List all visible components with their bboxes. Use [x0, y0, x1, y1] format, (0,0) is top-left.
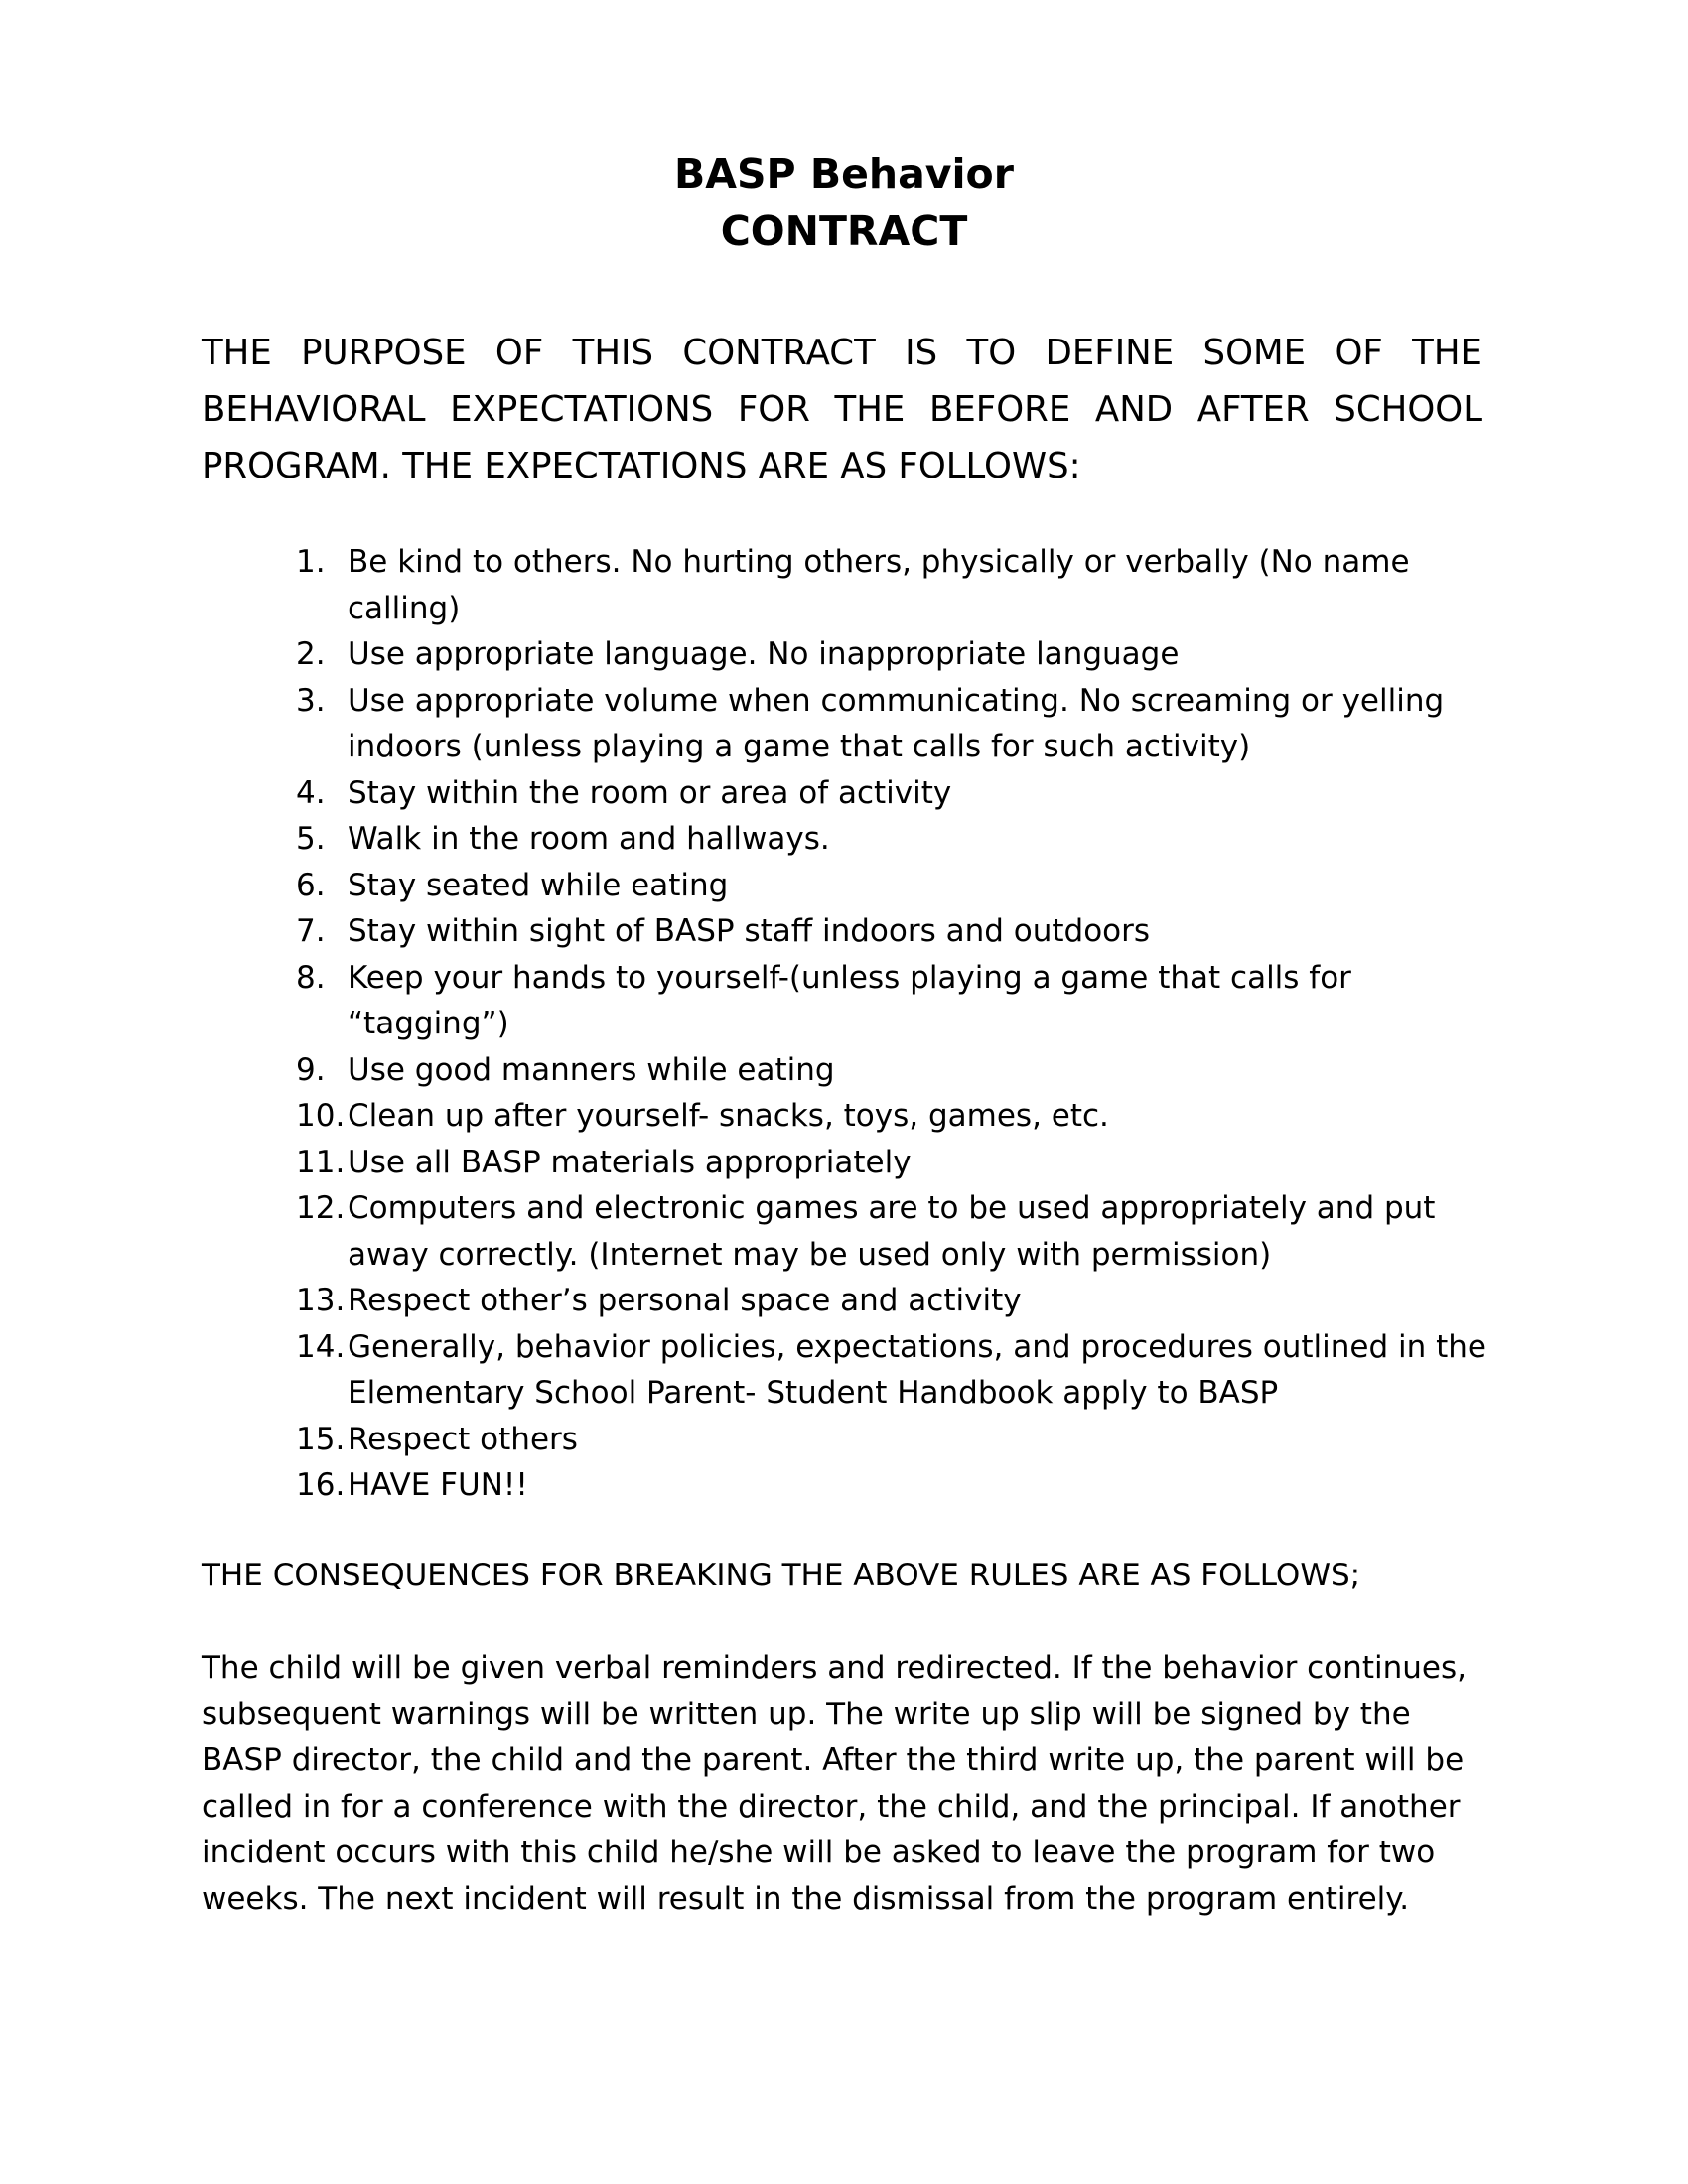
rule-item: [0, 908, 1499, 955]
rule-item: [0, 1047, 1499, 1094]
rule-number: 3.: [296, 682, 326, 719]
expectations-list: [0, 539, 1688, 1509]
rule-text: Use all BASP materials appropriately: [348, 1144, 912, 1180]
rule-text: Use appropriate volume when communicating. No screaming or yelling indoors (unless playing a game that calls for such activity): [348, 682, 1445, 764]
rule-item: [0, 1185, 1499, 1278]
rule-number: 10.: [296, 1098, 346, 1134]
rule-item: [0, 1278, 1499, 1324]
rule-text: Use appropriate language. No inappropriate language: [348, 636, 1180, 672]
rule-text: HAVE FUN!!: [348, 1467, 528, 1503]
rule-text: Stay within the room or area of activity: [348, 774, 952, 811]
rule-item: [0, 863, 1499, 909]
rule-item: [0, 1140, 1499, 1186]
rule-text: Generally, behavior policies, expectations, and procedures outlined in the Elementary School Parent- Student Handbook apply to BASP: [348, 1328, 1486, 1411]
rule-number: 8.: [296, 959, 326, 996]
document-subtitle: CONTRACT: [720, 207, 968, 255]
rule-item: [0, 770, 1499, 817]
rule-number: 12.: [296, 1190, 346, 1226]
rule-item: [0, 1417, 1499, 1463]
rule-item: [0, 1462, 1499, 1509]
rule-text: Computers and electronic games are to be used appropriately and put away correctly. (Internet may be used only with permission): [348, 1190, 1436, 1273]
rule-item: [0, 955, 1499, 1047]
rule-text: Be kind to others. No hurting others, physically or verbally (No name calling): [348, 544, 1410, 626]
rule-item: [0, 631, 1499, 678]
rule-text: Stay within sight of BASP staff indoors and outdoors: [348, 913, 1151, 949]
rule-number: 9.: [296, 1051, 326, 1088]
rule-number: 13.: [296, 1283, 346, 1318]
rule-text: Respect other’s personal space and activity: [348, 1283, 1022, 1318]
rule-number: 14.: [296, 1328, 346, 1365]
consequences-heading: THE CONSEQUENCES FOR BREAKING THE ABOVE RULES ARE AS FOLLOWS;: [202, 1558, 1361, 1593]
rule-item: [0, 678, 1499, 770]
rule-text: Stay seated while eating: [348, 867, 729, 903]
rule-number: 7.: [296, 913, 326, 949]
rule-item: [0, 816, 1499, 863]
rule-text: Respect others: [348, 1421, 578, 1457]
purpose-paragraph: THE PURPOSE OF THIS CONTRACT IS TO DEFINE SOME OF THE BEHAVIORAL EXPECTATIONS FOR THE BEFORE AND AFTER SCHOOL PROGRAM. THE EXPECTATIONS ARE AS FOLLOWS:: [202, 333, 1482, 486]
rule-number: 5.: [296, 821, 326, 857]
rule-number: 15.: [296, 1421, 346, 1457]
rule-number: 16.: [296, 1467, 346, 1503]
rule-item: [0, 1093, 1499, 1140]
rule-text: Walk in the room and hallways.: [348, 821, 830, 857]
rule-item: [0, 539, 1499, 631]
document-title: BASP Behavior: [674, 150, 1014, 198]
consequences-paragraph: The child will be given verbal reminders and redirected. If the behavior continues, subsequent warnings will be written up. The write up slip will be signed by the BASP director, the child and the parent. After the third write up, the parent will be called in for a conference with the director, the child, and the principal. If another incident occurs with this child he/she will be asked to leave the program for two weeks. The next incident will result in the dismissal from the program entirely.: [202, 1650, 1467, 1917]
rule-number: 11.: [296, 1144, 346, 1180]
rule-number: 1.: [296, 544, 326, 580]
rule-number: 6.: [296, 867, 326, 903]
rule-number: 4.: [296, 774, 326, 811]
rule-number: 2.: [296, 636, 326, 672]
rule-item: [0, 1324, 1499, 1417]
rule-text: Keep your hands to yourself-(unless playing a game that calls for “tagging”): [348, 959, 1351, 1041]
rule-text: Use good manners while eating: [348, 1051, 835, 1088]
rule-text: Clean up after yourself- snacks, toys, games, etc.: [348, 1098, 1109, 1134]
